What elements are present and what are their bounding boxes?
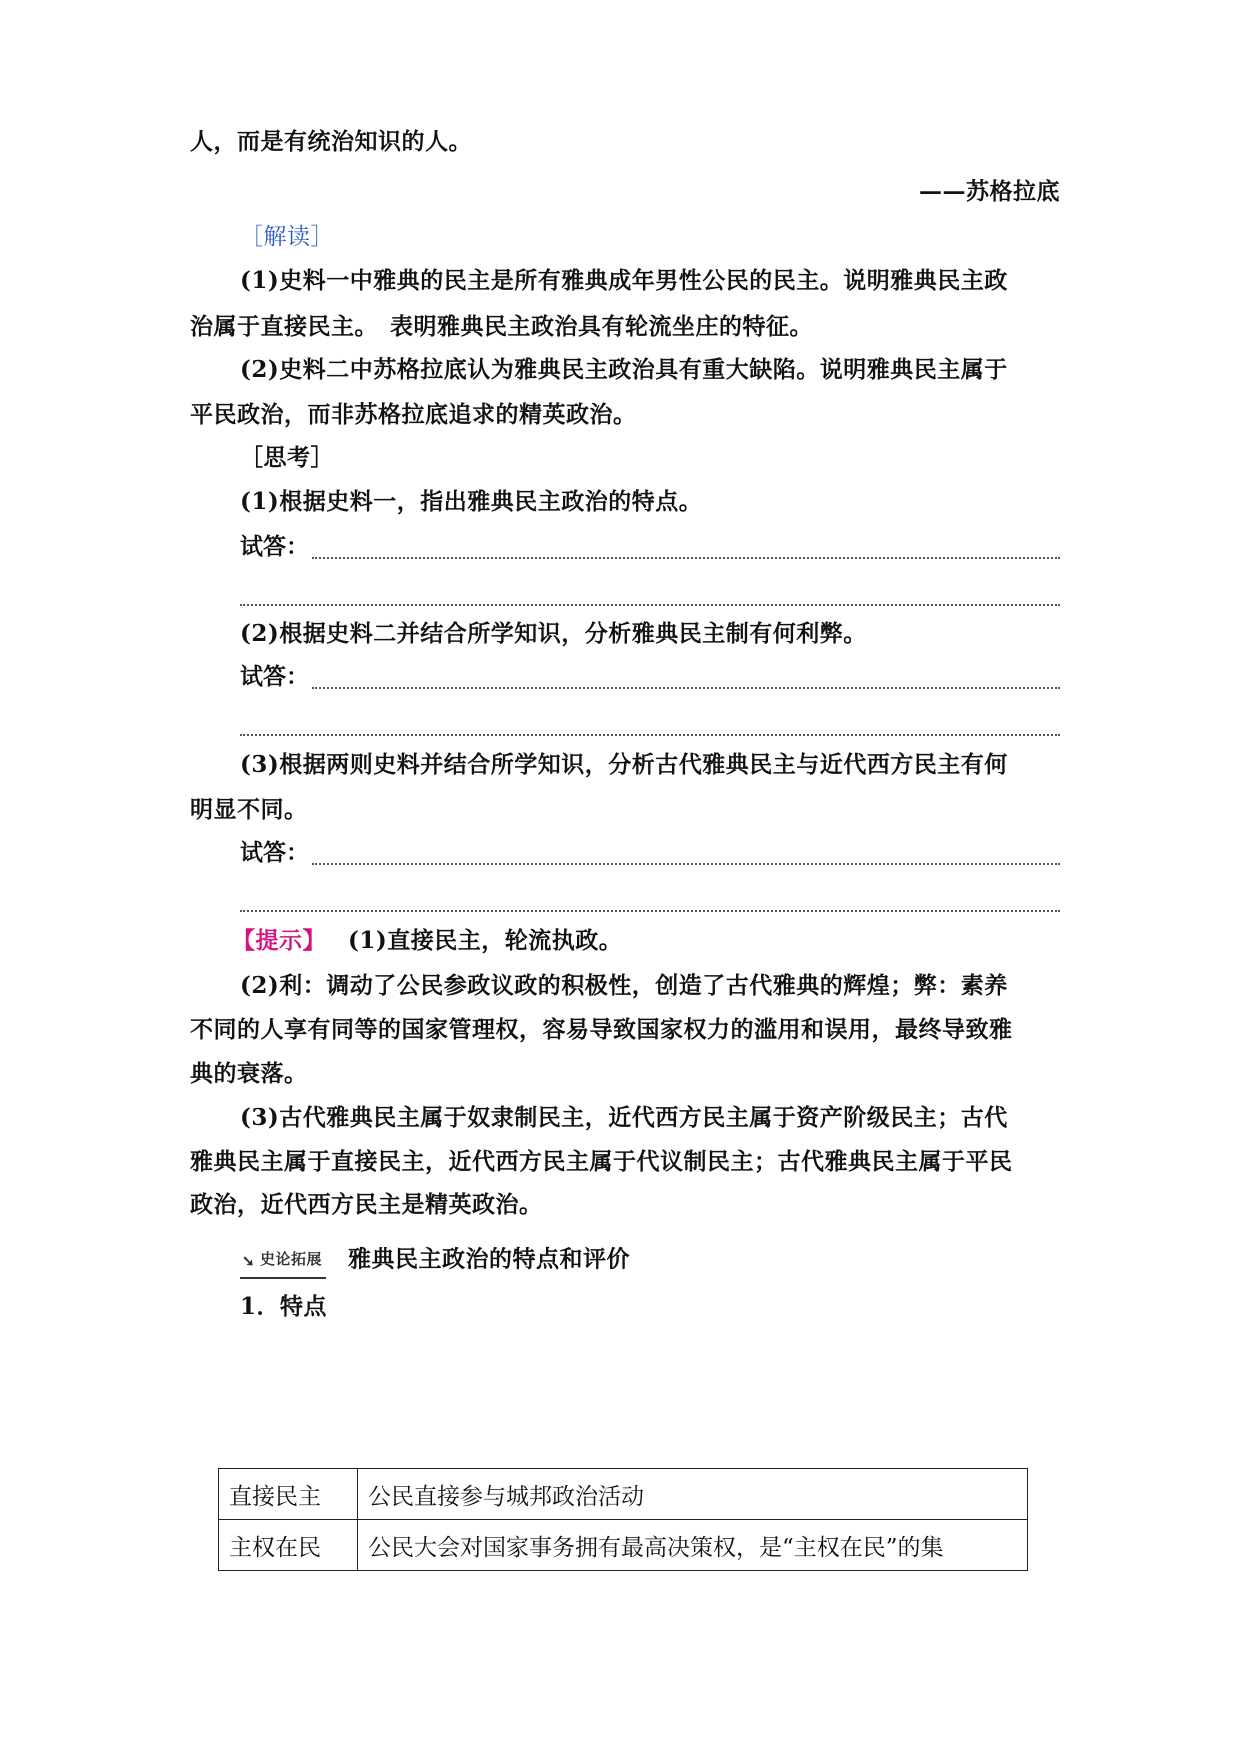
interpretation-p1-line2: 治属于直接民主。 表明雅典民主政治具有轮流坐庄的特征。 [190,313,813,340]
thinking-question-3-line2: 明显不同。 [190,796,308,823]
extension-badge: ➘ 史论拓展 [240,1242,326,1279]
answer-line[interactable] [312,687,1060,689]
answer-line[interactable] [240,734,1060,736]
arrow-icon: ➘ [242,1252,256,1270]
interpretation-p1-line1: (1)史料一中雅典的民主是所有雅典成年男性公民的民主。说明雅典民主政 [240,267,1008,294]
extension-title: 雅典民主政治的特点和评价 [348,1245,631,1273]
answer-label: 试答： [240,533,309,560]
answer-label: 试答： [240,839,309,866]
thinking-question-1: (1)根据史料一，指出雅典民主政治的特点。 [240,488,703,515]
answer-line[interactable] [312,863,1060,865]
thinking-question-2: (2)根据史料二并结合所学知识，分析雅典民主制有何利弊。 [240,620,867,647]
features-table [218,1468,1028,1571]
answer-row-3[interactable] [240,836,1060,870]
hint-answer-3-line3: 政治，近代西方民主是精英政治。 [190,1191,543,1218]
answer-line[interactable] [240,604,1060,606]
hint-answer-2-line2: 不同的人享有同等的国家管理权，容易导致国家权力的滥用和误用，最终导致雅 [190,1016,1013,1043]
table-row [219,1469,1028,1520]
table-cell-term: 主权在民 [219,1520,358,1571]
hint-answer-1: (1)直接民主，轮流执政。 [348,927,623,954]
thinking-question-3-line1: (3)根据两则史料并结合所学知识，分析古代雅典民主与近代西方民主有何 [240,751,1008,778]
hint-answer-2-line1: (2)利：调动了公民参政议政的积极性，创造了古代雅典的辉煌；弊：素养 [240,972,1008,999]
hint-label: 【提示】 [232,927,326,954]
hint-answer-3-line1: (3)古代雅典民主属于奴隶制民主，近代西方民主属于资产阶级民主；古代 [240,1104,1008,1131]
table-row [219,1520,1028,1571]
interpretation-heading: ［解读］ [240,224,334,250]
hint-answer-3-line2: 雅典民主属于直接民主，近代西方民主属于代议制民主；古代雅典民主属于平民 [190,1148,1013,1175]
hint-answer-2-line3: 典的衰落。 [190,1060,308,1087]
answer-row-1[interactable] [240,530,1060,564]
quote-attribution: ——苏格拉底 [919,178,1060,205]
thinking-heading: ［思考］ [240,444,334,471]
interpretation-p2-line1: (2)史料二中苏格拉底认为雅典民主政治具有重大缺陷。说明雅典民主属于 [240,356,1008,383]
interpretation-p2-line2: 平民政治，而非苏格拉底追求的精英政治。 [190,401,637,428]
answer-row-2[interactable] [240,660,1060,694]
answer-label: 试答： [240,663,309,690]
quote-line-end: 人，而是有统治知识的人。 [190,128,472,155]
table-cell-term: 直接民主 [219,1469,358,1520]
extension-header [240,1242,1060,1279]
extension-section-heading: 1．特点 [240,1293,328,1320]
answer-line[interactable] [312,557,1060,559]
answer-line[interactable] [240,910,1060,912]
hint-line-1 [232,924,1060,958]
table-cell-desc: 公民直接参与城邦政治活动 [358,1469,1028,1520]
table-cell-desc: 公民大会对国家事务拥有最高决策权，是“主权在民”的集 [358,1520,1028,1571]
